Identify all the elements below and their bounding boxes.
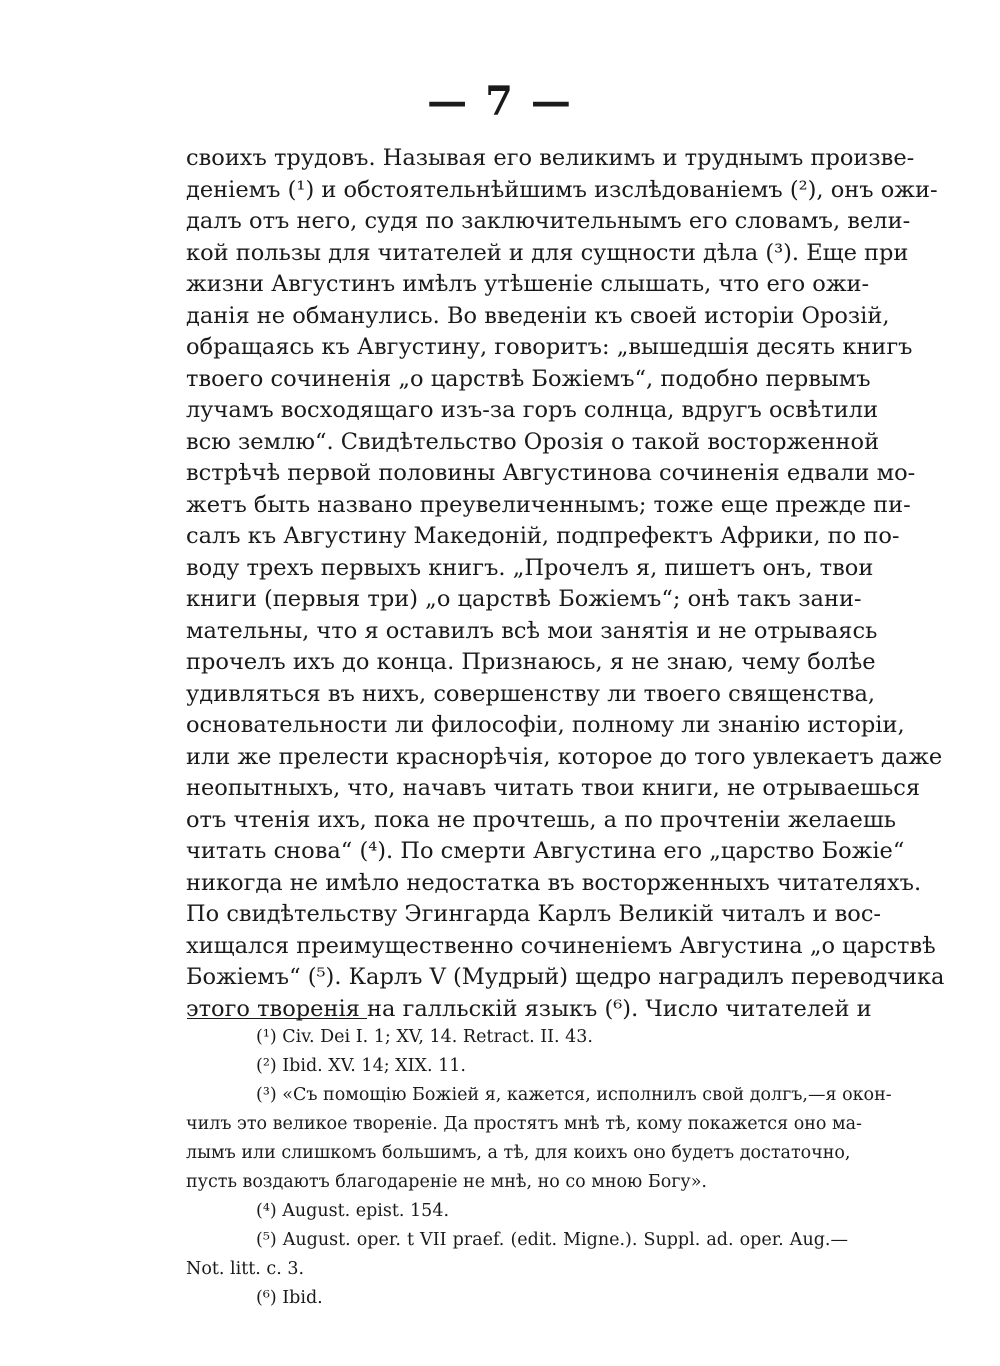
body-line: деніемъ (¹) и обстоятельнѣйшимъ изслѣдованіемъ (²), онъ ожи- xyxy=(186,176,938,203)
body-line: своихъ трудовъ. Называя его великимъ и труднымъ произве- xyxy=(186,145,915,171)
body-line: книги (первыя три) „о царствѣ Божіемъ“; онѣ такъ зани- xyxy=(186,586,862,612)
body-line: жизни Августинъ имѣлъ утѣшеніе слышать, что его ожи- xyxy=(186,271,870,297)
body-line: отъ чтенія ихъ, пока не прочтешь, а по прочтеніи желаешь xyxy=(186,806,897,833)
body-line: кой пользы для читателей и для сущности дѣла (³). Еще при xyxy=(186,239,909,266)
body-line: Божіемъ“ (⁵). Карлъ V (Мудрый) щедро наградилъ переводчика xyxy=(186,964,945,990)
footnote-4: (⁴) August. epist. 154. xyxy=(256,1201,450,1221)
body-line: неопытныхъ, что, начавъ читать твои книги, не отрываешься xyxy=(186,775,921,801)
body-line: салъ къ Августину Македоній, подпрефектъ Африки, по по- xyxy=(186,523,900,549)
body-line: читать снова“ (⁴). По смерти Августина его „царство Божіе“ xyxy=(186,838,905,864)
footnote-2: (²) Ibid. XV. 14; XIX. 11. xyxy=(256,1056,466,1076)
body-line: По свидѣтельству Эгингарда Карлъ Великій читалъ и вос- xyxy=(186,901,882,927)
body-line: встрѣчѣ первой половины Августинова сочиненія едвали мо- xyxy=(186,460,916,486)
body-line: всю землю“. Свидѣтельство Орозія о такой восторженной xyxy=(186,428,880,455)
body-line: основательности ли философіи, полному ли знанію исторіи, xyxy=(186,712,905,738)
footnote-1: (¹) Civ. Dei I. 1; XV, 14. Retract. II. 43. xyxy=(256,1027,593,1047)
body-line: жетъ быть названо преувеличеннымъ; тоже еще прежде пи- xyxy=(186,491,911,518)
body-line: далъ отъ него, судя по заключительнымъ его словамъ, вели- xyxy=(186,208,911,234)
body-line: данія не обманулись. Во введеніи къ своей исторіи Орозій, xyxy=(186,302,890,329)
footnote-divider xyxy=(187,1018,367,1019)
footnote-5: (⁵) August. oper. t VII praef. (edit. Migne.). Suppl. ad. oper. Aug.— xyxy=(256,1230,848,1250)
footnote-6: (⁶) Ibid. xyxy=(256,1288,323,1308)
footnote-3-cont: чилъ это великое твореніе. Да простятъ мнѣ тѣ, кому покажется оно ма- xyxy=(186,1114,862,1134)
page-number: — 7 — xyxy=(427,78,573,125)
body-line: этого творенія на галльскій языкъ (⁶). Число читателей и xyxy=(186,995,872,1022)
footnote-3-cont: лымъ или слишкомъ большимъ, а тѣ, для коихъ оно будетъ достаточно, xyxy=(186,1143,851,1163)
body-line: воду трехъ первыхъ книгъ. „Прочелъ я, пишетъ онъ, твои xyxy=(186,554,874,581)
footnotes xyxy=(186,1023,892,1313)
body-line: мательны, что я оставилъ всѣ мои занятія и не отрываясь xyxy=(186,617,878,644)
body-line: прочелъ ихъ до конца. Признаюсь, я не знаю, чему болѣе xyxy=(186,649,876,675)
body-line: никогда не имѣло недостатка въ восторженныхъ читателяхъ. xyxy=(186,869,922,896)
footnote-3-cont: пусть воздаютъ благодареніе не мнѣ, но со мною Богу». xyxy=(186,1172,707,1192)
body-line: обращаясь къ Августину, говоритъ: „вышедшія десять книгъ xyxy=(186,334,913,360)
footnote-3: (³) «Съ помощію Божіей я, кажется, исполнилъ свой долгъ,—я окон- xyxy=(256,1085,892,1105)
body-line: или же прелести краснорѣчія, которое до того увлекаетъ даже xyxy=(186,743,943,770)
body-line: хищался преимущественно сочиненіемъ Августина „о царствѣ xyxy=(186,932,936,959)
body-line: твоего сочиненія „о царствѣ Божіемъ“, подобно первымъ xyxy=(186,365,871,392)
body-line: лучамъ восходящаго изъ-за горъ солнца, вдругъ освѣтили xyxy=(186,397,879,423)
footnote-5-cont: Not. litt. c. 3. xyxy=(186,1259,305,1279)
body-line: удивляться въ нихъ, совершенству ли твоего священства, xyxy=(186,680,876,707)
body-text xyxy=(186,143,945,1025)
